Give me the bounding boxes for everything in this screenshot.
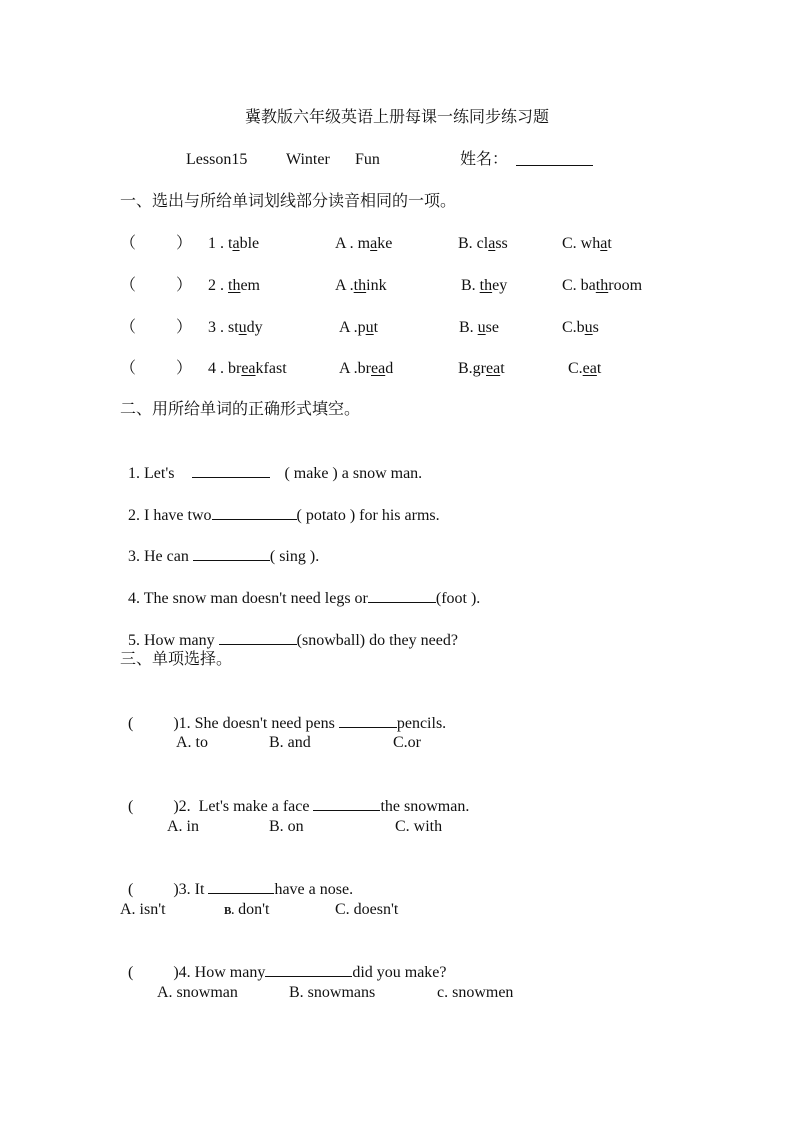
fill-question-4: 4. The snow man doesn't need legs or (foot ). bbox=[120, 567, 480, 609]
option-c[interactable]: C.or bbox=[393, 734, 421, 751]
fill-question-1: 1. Let's ( make ) a snow man. bbox=[120, 442, 422, 484]
fill-question-2: 2. I have two ( potato ) for his arms. bbox=[120, 484, 440, 526]
topic-word-1: Winter bbox=[286, 151, 330, 168]
section-3-heading: 三、单项选择。 bbox=[120, 649, 233, 668]
name-field[interactable] bbox=[516, 150, 593, 172]
answer-paren[interactable]: ( ) bbox=[128, 798, 179, 815]
option-a[interactable]: A. isn't bbox=[120, 901, 166, 918]
answer-blank[interactable] bbox=[208, 878, 274, 894]
option-c[interactable]: c. snowmen bbox=[437, 984, 514, 1001]
option-c[interactable]: C.eat bbox=[568, 360, 602, 377]
answer-blank[interactable] bbox=[193, 545, 270, 561]
answer-blank[interactable] bbox=[368, 587, 436, 603]
answer-paren[interactable]: （ ） bbox=[120, 235, 193, 252]
option-a[interactable]: A. in bbox=[167, 818, 199, 835]
answer-blank[interactable] bbox=[212, 504, 297, 520]
option-b[interactable]: B.great bbox=[458, 360, 505, 377]
option-c[interactable]: C. bathroom bbox=[562, 277, 643, 294]
option-b[interactable]: B. class bbox=[458, 235, 508, 252]
answer-blank[interactable] bbox=[219, 629, 297, 645]
option-a[interactable]: A .think bbox=[335, 277, 387, 294]
question-word: 3 . study bbox=[208, 319, 263, 336]
option-a[interactable]: A. to bbox=[176, 734, 208, 751]
option-a[interactable]: A . make bbox=[335, 235, 393, 252]
option-a[interactable]: A .put bbox=[339, 319, 379, 336]
answer-paren[interactable]: ( ) bbox=[128, 881, 179, 898]
option-b[interactable]: B. and bbox=[269, 734, 311, 751]
choice-question-3: ( )3. It have a nose. bbox=[120, 858, 353, 900]
option-b[interactable]: B. snowmans bbox=[289, 984, 376, 1001]
answer-paren[interactable]: （ ） bbox=[120, 277, 193, 294]
option-a[interactable]: A. snowman bbox=[157, 984, 238, 1001]
option-b[interactable]: B. on bbox=[269, 818, 304, 835]
fill-question-5: 5. How many (snowball) do they need? bbox=[120, 609, 458, 651]
answer-paren[interactable]: ( ) bbox=[128, 964, 179, 981]
option-b[interactable]: B. don't bbox=[224, 901, 270, 918]
answer-paren[interactable]: （ ） bbox=[120, 319, 193, 336]
option-c[interactable]: C. with bbox=[395, 818, 443, 835]
choice-question-4: ( )4. How many did you make? bbox=[120, 941, 447, 983]
choice-question-1: ( )1. She doesn't need pens pencils. bbox=[120, 692, 446, 734]
option-a[interactable]: A .bread bbox=[339, 360, 394, 377]
answer-blank[interactable] bbox=[313, 795, 380, 811]
answer-blank[interactable] bbox=[192, 462, 270, 478]
section-1-heading: 一、选出与所给单词划线部分读音相同的一项。 bbox=[120, 191, 457, 210]
lesson-label: Lesson15 bbox=[186, 151, 248, 168]
answer-blank[interactable] bbox=[265, 961, 352, 977]
fill-question-3: 3. He can ( sing ). bbox=[120, 525, 319, 567]
topic-word-2: Fun bbox=[355, 151, 380, 168]
choice-question-2: ( )2. Let's make a face the snowman. bbox=[120, 775, 469, 817]
answer-paren[interactable]: ( ) bbox=[128, 715, 179, 732]
question-word: 1 . table bbox=[208, 235, 260, 252]
question-word: 2 . them bbox=[208, 277, 260, 294]
answer-blank[interactable] bbox=[339, 712, 397, 728]
section-2-heading: 二、用所给单词的正确形式填空。 bbox=[120, 399, 361, 418]
option-c[interactable]: C. what bbox=[562, 235, 612, 252]
option-c[interactable]: C. doesn't bbox=[335, 901, 399, 918]
option-b[interactable]: B. use bbox=[459, 319, 499, 336]
question-word: 4 . breakfast bbox=[208, 360, 287, 377]
name-label: 姓名： bbox=[460, 149, 509, 168]
answer-paren[interactable]: （ ） bbox=[120, 360, 193, 377]
option-c[interactable]: C.bus bbox=[562, 319, 599, 336]
option-b[interactable]: B. they bbox=[461, 277, 508, 294]
page-title: 冀教版六年级英语上册每课一练同步练习题 bbox=[244, 107, 549, 126]
